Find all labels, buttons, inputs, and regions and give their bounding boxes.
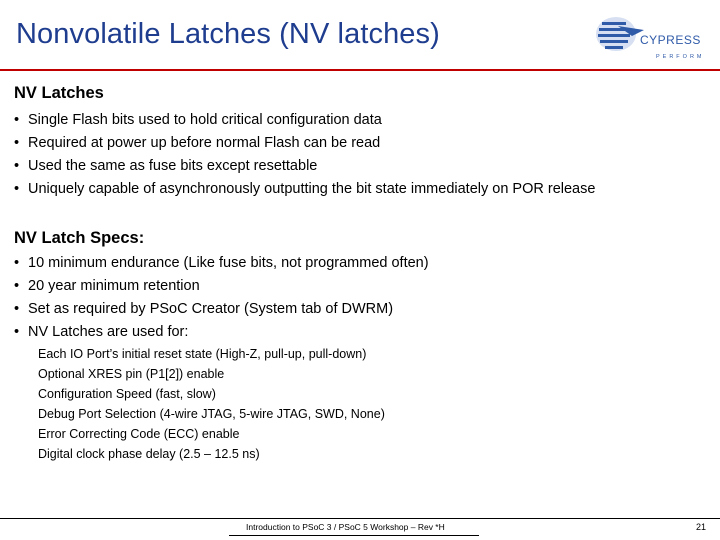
bullet-dot: • bbox=[14, 112, 20, 128]
bullet-item bbox=[14, 132, 595, 155]
bullet-text: Single Flash bits used to hold critical configuration data bbox=[28, 112, 382, 128]
sub-item: Optional XRES pin (P1[2]) enable bbox=[38, 367, 225, 381]
bullet-dot: • bbox=[14, 135, 20, 151]
bullet-item bbox=[14, 252, 429, 275]
bullet-dot: • bbox=[14, 181, 20, 197]
bullet-text: Uniquely capable of asynchronously outputting the bit state immediately on POR release bbox=[28, 181, 596, 197]
section-heading-nv-latch-specs: NV Latch Specs: bbox=[14, 229, 145, 247]
bullet-dot: • bbox=[14, 278, 20, 294]
sub-item: Error Correcting Code (ECC) enable bbox=[38, 427, 240, 441]
bullet-dot: • bbox=[14, 301, 20, 317]
cypress-logo bbox=[596, 14, 706, 66]
bullet-item bbox=[14, 109, 595, 132]
footer-text: Introduction to PSoC 3 / PSoC 5 Workshop – Rev *H bbox=[246, 522, 445, 532]
bullet-text: 10 minimum endurance (Like fuse bits, not programmed often) bbox=[28, 255, 429, 271]
nv-latches-bullet-list bbox=[14, 109, 595, 201]
bullet-text: Required at power up before normal Flash can be read bbox=[28, 135, 381, 151]
nv-latch-uses-sublist bbox=[38, 344, 385, 464]
section-heading-nv-latches: NV Latches bbox=[14, 84, 104, 102]
slide-title: Nonvolatile Latches (NV latches) bbox=[16, 18, 440, 50]
bullet-dot: • bbox=[14, 255, 20, 271]
page-number: 21 bbox=[696, 522, 707, 532]
bullet-text: Used the same as fuse bits except resettable bbox=[28, 158, 318, 174]
bullet-item bbox=[14, 321, 429, 344]
bullet-item bbox=[14, 155, 595, 178]
nv-latch-specs-bullet-list bbox=[14, 252, 429, 344]
bullet-item bbox=[14, 178, 595, 201]
bullet-item bbox=[14, 298, 429, 321]
title-rule bbox=[0, 69, 720, 71]
sub-item: Configuration Speed (fast, slow) bbox=[38, 387, 216, 401]
sub-item: Debug Port Selection (4-wire JTAG, 5-wire JTAG, SWD, None) bbox=[38, 407, 385, 421]
bullet-dot: • bbox=[14, 324, 20, 340]
slide-footer bbox=[0, 518, 720, 540]
sub-item: Digital clock phase delay (2.5 – 12.5 ns) bbox=[38, 447, 260, 461]
bullet-text: 20 year minimum retention bbox=[28, 278, 200, 294]
footer-divider bbox=[0, 518, 720, 519]
cypress-tree-icon bbox=[596, 17, 644, 51]
bullet-text: Set as required by PSoC Creator (System tab of DWRM) bbox=[28, 301, 394, 317]
sub-item: Each IO Port’s initial reset state (High-Z, pull-up, pull-down) bbox=[38, 347, 367, 361]
bullet-dot: • bbox=[14, 158, 20, 174]
bullet-text: NV Latches are used for: bbox=[28, 324, 189, 340]
footer-underline bbox=[229, 535, 479, 536]
logo-tagline: PERFORM bbox=[656, 54, 705, 60]
bullet-item bbox=[14, 275, 429, 298]
logo-brand: CYPRESS bbox=[640, 33, 701, 47]
